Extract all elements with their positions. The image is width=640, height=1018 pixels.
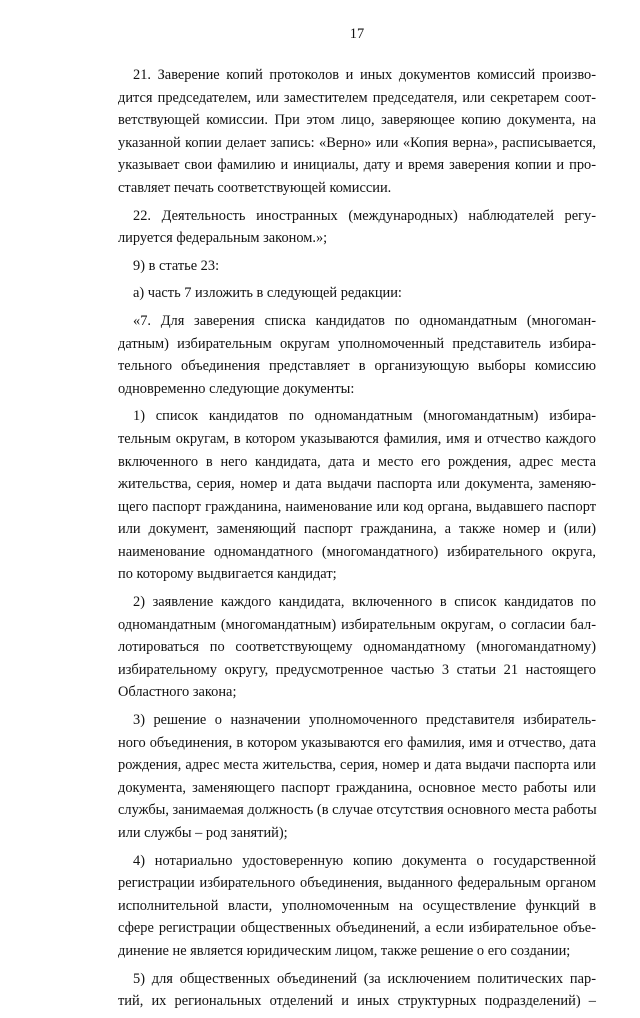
text-line: тий, их региональных отделений и иных структурных подразделений) – xyxy=(118,993,596,1010)
text-line: по которому выдвигается кандидат; xyxy=(118,566,337,583)
text-line: Областного закона; xyxy=(118,684,237,701)
text-line: 2) заявление каждого кандидата, включенного в список кандидатов по xyxy=(133,594,596,611)
paragraph-p5 xyxy=(118,968,596,1013)
text-line: наименование одномандатного (многомандатного) избирательного округа, xyxy=(118,543,596,560)
text-line: одномандатным (многомандатным) избирательным округам, о согласии бал- xyxy=(118,616,596,633)
text-line: службы, занимаемая должность (в случае отсутствия основного места работы xyxy=(118,802,597,819)
text-line: дится председателем, или заместителем председателя, или секретарем соот- xyxy=(118,89,596,106)
text-line: щего паспорт гражданина, наименование или код органа, выдавшего паспорт xyxy=(118,498,596,515)
text-line: жительства, серия, номер и дата выдачи паспорта или документа, заменяю- xyxy=(118,476,596,493)
text-line: или службы – род занятий); xyxy=(118,825,288,841)
text-line: сфере регистрации общественных объединений, а если избирательное объе- xyxy=(118,920,596,937)
text-line: ставляет печать соответствующей комиссии. xyxy=(118,179,392,196)
paragraph-pa xyxy=(118,282,596,305)
text-line: лотироваться по соответствующему одномандатному (многомандатному) xyxy=(118,639,596,656)
text-line: регистрации избирательного объединения, выданного федеральным органом xyxy=(118,875,596,892)
text-line: 3) решение о назначении уполномоченного представителя избиратель- xyxy=(133,712,596,729)
text-line: «7. Для заверения списка кандидатов по одномандатным (многоман- xyxy=(133,312,596,329)
text-line: одновременно следующие документы: xyxy=(118,380,355,397)
document-body xyxy=(118,64,596,1018)
paragraph-p7 xyxy=(118,310,596,400)
text-line: а) часть 7 изложить в следующей редакции: xyxy=(133,285,402,302)
text-line: или документ, заменяющий паспорт гражданина, а также номер и (или) xyxy=(118,521,596,538)
paragraph-p2 xyxy=(118,591,596,704)
text-line: включенного в него кандидата, дата и место его рождения, адрес места xyxy=(118,453,596,470)
text-line: избирательному округу, предусмотренное частью 3 статьи 21 настоящего xyxy=(118,661,596,678)
text-line: указывает свои фамилию и инициалы, дату и время заверения копии и про- xyxy=(118,157,596,174)
text-line: лируется федеральным законом.»; xyxy=(118,230,328,247)
text-line: 5) для общественных объединений (за исключением политических пар- xyxy=(133,970,596,987)
text-line: динение не является юридическим лицом, также решение о его создании; xyxy=(118,942,571,959)
text-line: исполнительной власти, уполномоченным на осуществление функций в xyxy=(118,897,596,914)
text-line: ветствующей комиссии. При этом лицо, заверяющее копию документа, на xyxy=(118,112,596,129)
text-line: ного объединения, в котором указываются его фамилия, имя и отчество, дата xyxy=(118,734,596,751)
page-number: 17 xyxy=(349,26,365,42)
paragraph-p22 xyxy=(118,205,596,250)
text-line: 1) список кандидатов по одномандатным (многомандатным) избира- xyxy=(133,408,596,425)
paragraph-p3 xyxy=(118,709,596,845)
text-line: 22. Деятельность иностранных (международных) наблюдателей регу- xyxy=(133,207,596,224)
paragraph-p21 xyxy=(118,64,596,200)
text-line: рождения, адрес места жительства, серия, номер и дата выдачи паспорта или xyxy=(118,757,596,774)
text-line: документа, заменяющего паспорт гражданина, основное место работы или xyxy=(118,779,596,796)
paragraph-p9 xyxy=(118,255,596,278)
text-line: тельного объединения представляет в организующую выборы комиссию xyxy=(118,358,596,375)
text-line: 4) нотариально удостоверенную копию документа о государственной xyxy=(133,852,596,869)
text-line: 9) в статье 23: xyxy=(133,257,220,274)
text-line: тельным округам, в котором указываются фамилия, имя и отчество каждого xyxy=(118,430,596,447)
text-line: указанной копии делает запись: «Верно» или «Копия верна», расписывается, xyxy=(118,134,596,151)
paragraph-p4 xyxy=(118,850,596,963)
text-line: 21. Заверение копий протоколов и иных документов комиссий произво- xyxy=(133,67,596,83)
paragraph-p1 xyxy=(118,405,596,586)
text-line: датным) избирательным округам уполномоченный представитель избира- xyxy=(118,335,596,352)
